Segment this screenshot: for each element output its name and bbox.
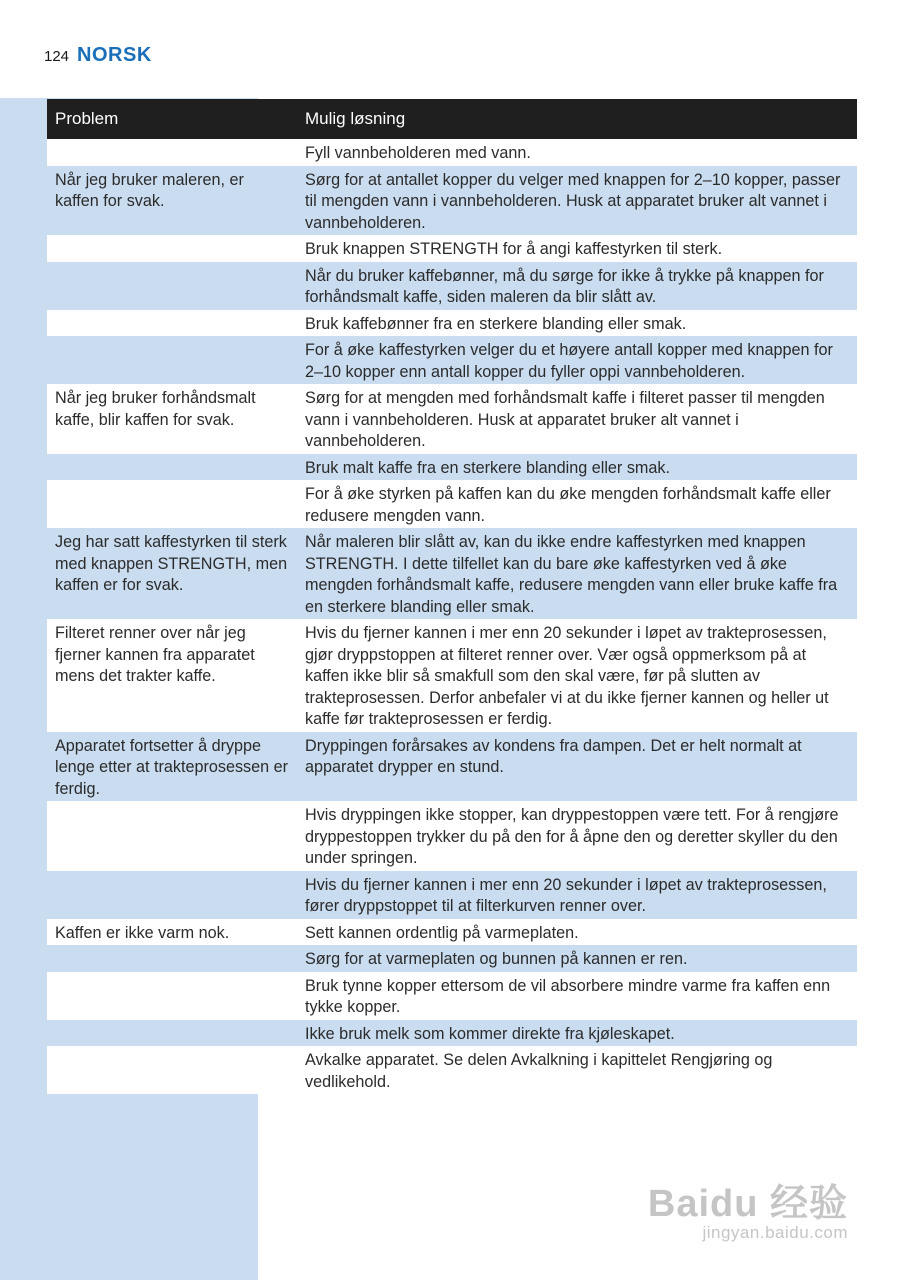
problem-cell: Når jeg bruker forhåndsmalt kaffe, blir kaffen for svak. bbox=[47, 384, 297, 454]
table-row bbox=[47, 262, 857, 310]
solution-cell: Hvis du fjerner kannen i mer enn 20 sekunder i løpet av trakteprosessen, gjør dryppstoppen at filteret renner over. Vær også oppmerksom på at kaffen ikke blir så smakfull som den skal være, før på slutten av trakteprosessen. Derfor anbefaler vi at du ikke fjerner kannen og heller ut kaffe før trakteprosessen er ferdig. bbox=[297, 619, 857, 732]
problem-cell bbox=[47, 972, 297, 1020]
solution-cell: Sørg for at antallet kopper du velger med knappen for 2–10 kopper, passer til mengden vann i vannbeholderen. Husk at apparatet bruker alt vannet i vannbeholderen. bbox=[297, 166, 857, 236]
solution-cell: Bruk knappen STRENGTH for å angi kaffestyrken til sterk. bbox=[297, 235, 857, 262]
table-row bbox=[47, 384, 857, 454]
solution-cell: For å øke styrken på kaffen kan du øke mengden forhåndsmalt kaffe eller redusere mengden vann. bbox=[297, 480, 857, 528]
solution-cell: Dryppingen forårsakes av kondens fra dampen. Det er helt normalt at apparatet drypper en stund. bbox=[297, 732, 857, 802]
solution-cell: Hvis dryppingen ikke stopper, kan dryppestoppen være tett. For å rengjøre dryppestoppen trykker du på den for å åpne den og deretter skyller du den under springen. bbox=[297, 801, 857, 871]
table-row bbox=[47, 528, 857, 619]
table-row bbox=[47, 972, 857, 1020]
troubleshooting-table bbox=[47, 99, 857, 1094]
table-row bbox=[47, 871, 857, 919]
problem-cell bbox=[47, 1046, 297, 1094]
solution-cell: Fyll vannbeholderen med vann. bbox=[297, 139, 857, 166]
section-title: NORSK bbox=[77, 44, 152, 66]
solution-cell: Sørg for at mengden med forhåndsmalt kaffe i filteret passer til mengden vann i vannbeholderen. Husk at apparatet bruker alt vannet i vannbeholderen. bbox=[297, 384, 857, 454]
table-row bbox=[47, 235, 857, 262]
table-row bbox=[47, 1046, 857, 1094]
table-row bbox=[47, 801, 857, 871]
table-row bbox=[47, 310, 857, 337]
table-row bbox=[47, 1020, 857, 1047]
table-row bbox=[47, 166, 857, 236]
solution-cell: Bruk kaffebønner fra en sterkere blanding eller smak. bbox=[297, 310, 857, 337]
problem-cell: Filteret renner over når jeg fjerner kannen fra apparatet mens det trakter kaffe. bbox=[47, 619, 297, 732]
header-solution: Mulig løsning bbox=[297, 99, 857, 139]
header-problem: Problem bbox=[47, 99, 297, 139]
table-header-row bbox=[47, 99, 857, 139]
problem-cell bbox=[47, 336, 297, 384]
table-row bbox=[47, 619, 857, 732]
solution-cell: For å øke kaffestyrken velger du et høyere antall kopper med knappen for 2–10 kopper enn antall kopper du fyller oppi vannbeholderen. bbox=[297, 336, 857, 384]
problem-cell: Når jeg bruker maleren, er kaffen for svak. bbox=[47, 166, 297, 236]
solution-cell: Bruk tynne kopper ettersom de vil absorbere mindre varme fra kaffen enn tykke kopper. bbox=[297, 972, 857, 1020]
problem-cell: Apparatet fortsetter å dryppe lenge etter at trakteprosessen er ferdig. bbox=[47, 732, 297, 802]
table-row bbox=[47, 945, 857, 972]
problem-cell bbox=[47, 480, 297, 528]
problem-cell bbox=[47, 139, 297, 166]
page-number: 124 bbox=[44, 48, 70, 65]
problem-cell: Kaffen er ikke varm nok. bbox=[47, 919, 297, 946]
problem-cell bbox=[47, 945, 297, 972]
table-row bbox=[47, 336, 857, 384]
solution-cell: Sørg for at varmeplaten og bunnen på kannen er ren. bbox=[297, 945, 857, 972]
problem-cell bbox=[47, 310, 297, 337]
problem-cell bbox=[47, 871, 297, 919]
table-row bbox=[47, 919, 857, 946]
problem-cell bbox=[47, 801, 297, 871]
watermark-logo: Baidu 经验 bbox=[647, 1183, 848, 1225]
solution-cell: Hvis du fjerner kannen i mer enn 20 sekunder i løpet av trakteprosessen, fører dryppstoppet til at filterkurven renner over. bbox=[297, 871, 857, 919]
table-row bbox=[47, 732, 857, 802]
problem-cell bbox=[47, 235, 297, 262]
problem-cell bbox=[47, 1020, 297, 1047]
page-header bbox=[44, 44, 152, 74]
watermark-url: jingyan.baidu.com bbox=[702, 1223, 848, 1242]
solution-cell: Ikke bruk melk som kommer direkte fra kjøleskapet. bbox=[297, 1020, 857, 1047]
watermark bbox=[648, 1172, 848, 1243]
solution-cell: Når du bruker kaffebønner, må du sørge for ikke å trykke på knappen for forhåndsmalt kaffe, siden maleren da blir slått av. bbox=[297, 262, 857, 310]
solution-cell: Når maleren blir slått av, kan du ikke endre kaffestyrken med knappen STRENGTH. I dette tilfellet kan du bare øke kaffestyrken ved å øke mengden forhåndsmalt kaffe, redusere mengden vann eller bruke kaffe fra en sterkere blanding eller smak. bbox=[297, 528, 857, 619]
problem-cell: Jeg har satt kaffestyrken til sterk med knappen STRENGTH, men kaffen er for svak. bbox=[47, 528, 297, 619]
table-row bbox=[47, 480, 857, 528]
solution-cell: Avkalke apparatet. Se delen Avkalkning i kapittelet Rengjøring og vedlikehold. bbox=[297, 1046, 857, 1094]
table-row bbox=[47, 139, 857, 166]
table-row bbox=[47, 454, 857, 481]
solution-cell: Bruk malt kaffe fra en sterkere blanding eller smak. bbox=[297, 454, 857, 481]
problem-cell bbox=[47, 454, 297, 481]
solution-cell: Sett kannen ordentlig på varmeplaten. bbox=[297, 919, 857, 946]
problem-cell bbox=[47, 262, 297, 310]
